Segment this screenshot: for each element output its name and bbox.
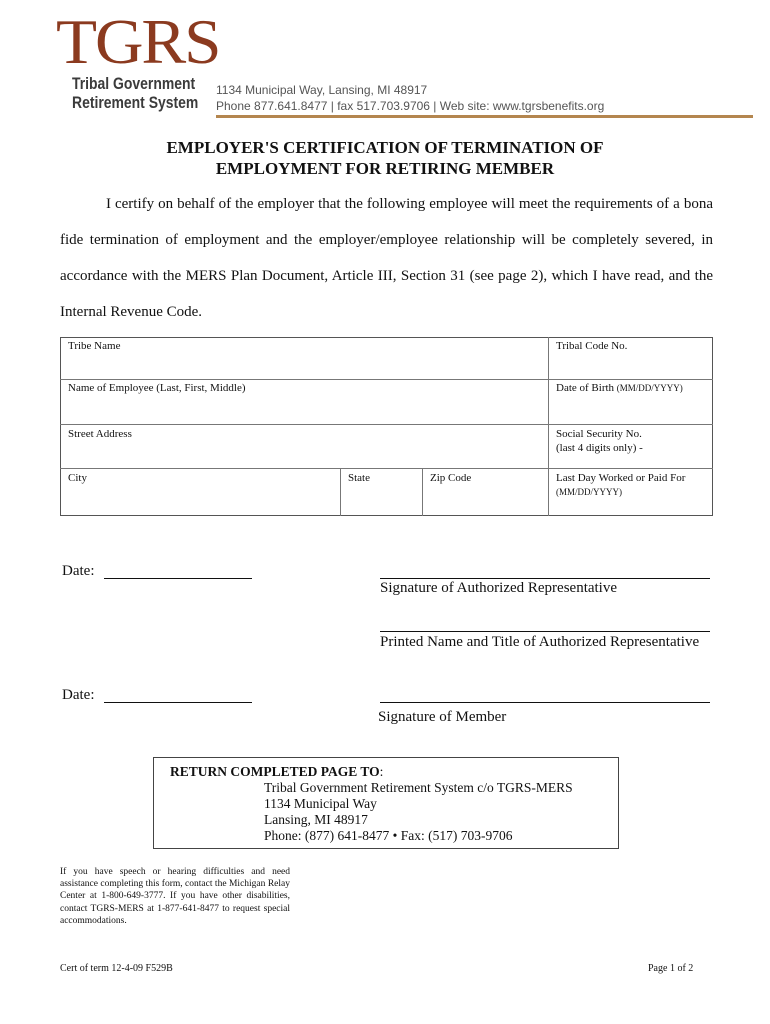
header-address: 1134 Municipal Way, Lansing, MI 48917 bbox=[216, 83, 428, 97]
signature-member-label: Signature of Member bbox=[378, 709, 507, 725]
page-title-line2: EMPLOYMENT FOR RETIRING MEMBER bbox=[215, 159, 555, 178]
date-label-2: Date: bbox=[62, 687, 95, 703]
date-line-2[interactable] bbox=[104, 702, 252, 703]
state-field[interactable]: State bbox=[348, 472, 370, 484]
signature-member-line[interactable] bbox=[380, 702, 710, 703]
logo-subtitle-line2: Retirement System bbox=[72, 93, 199, 112]
employee-name-field[interactable]: Name of Employee (Last, First, Middle) bbox=[68, 382, 246, 394]
ssn-note: (last 4 digits only) - bbox=[556, 442, 643, 454]
signature-auth-label: Signature of Authorized Representative bbox=[380, 580, 618, 596]
date-line-1[interactable] bbox=[104, 578, 252, 579]
accessibility-note: If you have speech or hearing difficulties and need assistance completing this form, contact the Michigan Relay Center at 1-800-649-3777. If you have other disabilities, contact TGRS-MERS at 1-877-641-8477 to request special accommodations. bbox=[60, 867, 290, 926]
page-number: Page 1 of 2 bbox=[648, 963, 694, 974]
date-label-1: Date: bbox=[62, 563, 95, 579]
last-day-format: (MM/DD/YYYY) bbox=[556, 487, 622, 497]
form-row-divider bbox=[60, 468, 713, 469]
ssn-field[interactable] bbox=[556, 427, 643, 455]
last-day-label: Last Day Worked or Paid For bbox=[556, 472, 686, 484]
logo-subtitle-line1: Tribal Government bbox=[72, 74, 196, 93]
return-line-1: Tribal Government Retirement System c/o TGRS-MERS bbox=[264, 780, 573, 795]
dob-format: (MM/DD/YYYY) bbox=[616, 383, 683, 393]
header-contact: Phone 877.641.8477 | fax 517.703.9706 | Web site: www.tgrsbenefits.org bbox=[216, 99, 605, 113]
dob-field[interactable] bbox=[556, 381, 683, 395]
street-address-field[interactable]: Street Address bbox=[68, 428, 132, 440]
page-title-line1: EMPLOYER'S CERTIFICATION OF TERMINATION OF bbox=[166, 138, 604, 157]
tribal-code-field[interactable]: Tribal Code No. bbox=[556, 340, 628, 352]
return-title-colon: : bbox=[379, 764, 384, 779]
dob-label: Date of Birth bbox=[556, 382, 615, 394]
signature-auth-line[interactable] bbox=[380, 578, 710, 579]
form-row-divider bbox=[60, 379, 713, 380]
return-line-2: 1134 Municipal Way bbox=[264, 796, 377, 811]
city-field[interactable]: City bbox=[68, 472, 87, 484]
printed-name-label: Printed Name and Title of Authorized Representative bbox=[380, 634, 700, 650]
zip-code-field[interactable]: Zip Code bbox=[430, 472, 472, 484]
form-code: Cert of term 12-4-09 F529B bbox=[60, 963, 173, 974]
printed-name-line[interactable] bbox=[380, 631, 710, 632]
last-day-field[interactable] bbox=[556, 471, 685, 499]
form-col-divider bbox=[340, 468, 341, 516]
tribe-name-field[interactable]: Tribe Name bbox=[68, 340, 121, 352]
return-line-4: Phone: (877) 641-8477 • Fax: (517) 703-9706 bbox=[264, 828, 513, 843]
return-line-3: Lansing, MI 48917 bbox=[264, 812, 368, 827]
return-title-text: RETURN COMPLETED PAGE TO bbox=[170, 764, 380, 779]
ssn-label: Social Security No. bbox=[556, 428, 642, 440]
certification-text: I certify on behalf of the employer that the following employee will meet the requirements of a bona fide termination of employment and the employer/employee relationship will be completely severed, in accordance with the MERS Plan Document, Article III, Section 31 (see page 2), which I have read, and the Internal Revenue Code. bbox=[60, 196, 713, 320]
header-divider bbox=[216, 115, 753, 118]
form-col-divider bbox=[422, 468, 423, 516]
return-title bbox=[170, 764, 383, 780]
certification-paragraph bbox=[60, 186, 713, 330]
form-row-divider bbox=[60, 424, 713, 425]
logo: TGRS bbox=[56, 6, 220, 77]
form-col-divider bbox=[548, 337, 549, 516]
